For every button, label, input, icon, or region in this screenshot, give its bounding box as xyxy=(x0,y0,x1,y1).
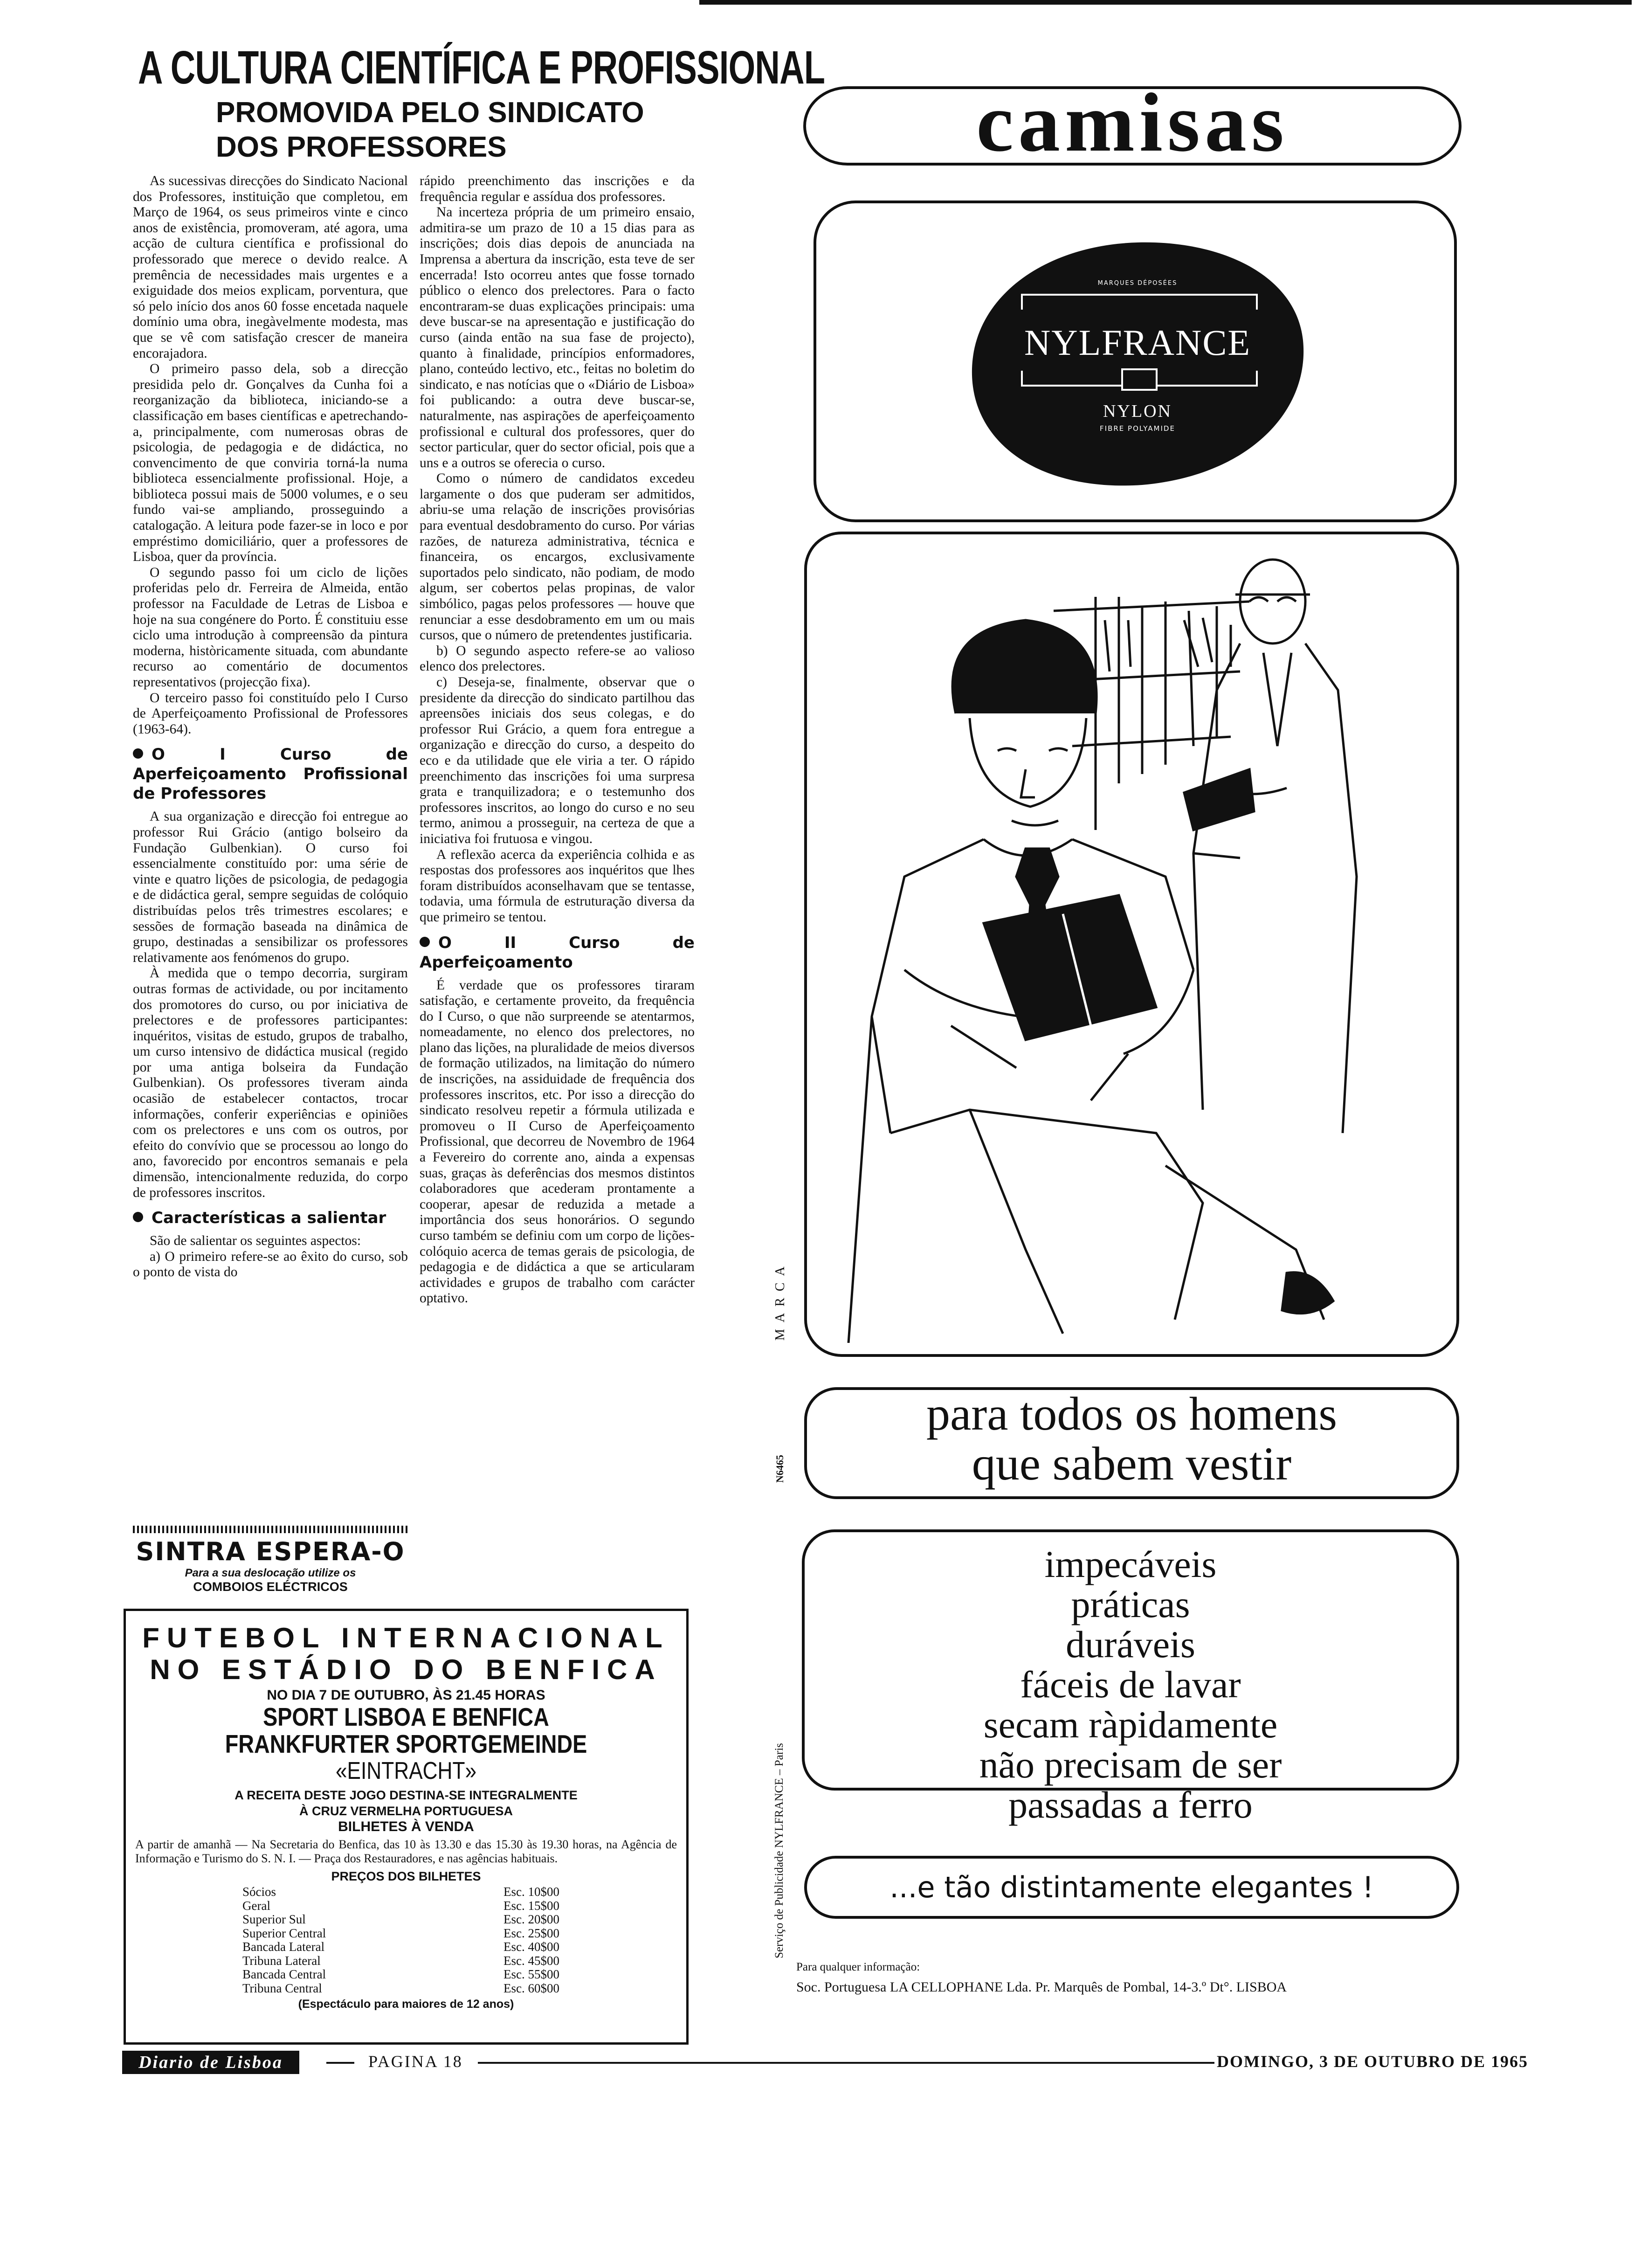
article-paragraph: São de salientar os seguintes aspectos: xyxy=(150,1233,361,1249)
top-rule xyxy=(699,0,1632,5)
article-subhead-2: DOS PROFESSORES xyxy=(216,131,507,163)
price-value: Esc. 45$00 xyxy=(503,1953,559,1968)
price-label: Geral xyxy=(242,1898,270,1913)
futebol-headline: NO ESTÁDIO DO BENFICA xyxy=(150,1654,662,1685)
price-row xyxy=(242,1982,686,1996)
quality-line: duráveis xyxy=(1066,1623,1195,1666)
futebol-ad xyxy=(124,1609,689,2045)
price-row xyxy=(242,1913,686,1927)
quality-line: secam ràpidamente xyxy=(983,1703,1278,1746)
price-value: Esc. 55$00 xyxy=(503,1967,559,1981)
sintra-ad xyxy=(133,1537,408,1594)
price-label: Bancada Central xyxy=(242,1967,326,1981)
price-label: Tribuna Central xyxy=(242,1981,322,1995)
section-heading: O II Curso de Aperfeiçoamento xyxy=(420,933,695,972)
article-paragraph: Como o número de candidatos excedeu largamente o dos que puderam ser admitidos, abriu-se uma relação de inscrições provisórias para eventual desdobramento do curso. Por várias razões, de natureza administrativa, técnica e financeira, os encargos, exclusivamente suportados pelo sindicato, não podiam, de modo algum, ser cobertos pelas propinas, de valor simbólico, pagas pelos professores — houve que renunciar a esse desdobramento em um ou mais cursos, que o número de pretendentes justificaria. xyxy=(420,471,695,643)
price-value: Esc. 60$00 xyxy=(503,1981,559,1995)
marca-label: MARCA xyxy=(773,1260,787,1341)
page-number: PAGINA 18 xyxy=(368,2052,463,2071)
nylfrance-logo xyxy=(960,233,1315,494)
quality-line: fáceis de lavar xyxy=(1020,1663,1241,1706)
price-value: Esc. 25$00 xyxy=(503,1926,559,1940)
futebol-team: «EINTRACHT» xyxy=(335,1757,477,1784)
article-subhead-1: PROMOVIDA PELO SINDICATO xyxy=(216,97,644,129)
footer-rule xyxy=(478,2062,1214,2064)
article-column-1 xyxy=(133,173,408,1549)
price-row xyxy=(242,1899,686,1913)
tagline-line-2: que sabem vestir xyxy=(972,1438,1292,1490)
article-headline: A CULTURA CIENTÍFICA E PROFISSIONAL xyxy=(138,41,825,94)
futebol-info: A partir de amanhã — Na Secretaria do Benfica, das 10 às 13.30 e das 15.30 às 19.30 horas, na Agência de Informação e Turismo do S. N. I. — Praça dos Restauradores, e nas agências habituais. xyxy=(135,1838,677,1865)
camisas-title: camisas xyxy=(976,76,1289,169)
price-value: Esc. 10$00 xyxy=(503,1885,559,1899)
logo-brand: NYLFRANCE xyxy=(1024,322,1251,363)
article-column-2 xyxy=(420,173,695,1605)
article-paragraph: A sua organização e direcção foi entregue ao professor Rui Grácio (antigo bolseiro da Fundação Gulbenkian). O curso foi essencialmente constituído por: uma série de vinte e quatro lições de psicologia, de pedagogia e de didáctica geral, sempre seguidas de colóquio distribuídas pelos três trimestres escolares; e sessões de formação baseada na dinâmica de grupo, destinadas a sensibilizar os professores relativamente aos fenómenos do grupo. xyxy=(133,809,408,965)
price-label: Tribuna Lateral xyxy=(242,1953,321,1968)
price-row xyxy=(242,1885,686,1899)
futebol-team: FRANKFURTER SPORTGEMEINDE xyxy=(225,1729,587,1758)
futebol-headline: FUTEBOL INTERNACIONAL xyxy=(142,1622,670,1653)
sintra-line: Para a sua deslocação utilize os xyxy=(185,1567,356,1579)
futebol-note: A RECEITA DESTE JOGO DESTINA-SE INTEGRALMENTE xyxy=(234,1788,578,1802)
price-row xyxy=(242,1927,686,1941)
article-paragraph: b) O segundo aspecto refere-se ao valioso elenco dos prelectores. xyxy=(420,643,695,674)
tagline-line-1: para todos os homens xyxy=(926,1388,1338,1440)
article-paragraph: a) O primeiro refere-se ao êxito do curso, sob o ponto de vista do xyxy=(133,1249,408,1280)
section-heading: O I Curso de Aperfeiçoamento Profissional de Professores xyxy=(133,745,408,803)
price-value: Esc. 20$00 xyxy=(503,1912,559,1926)
elegantes-text: ...e tão distintamente elegantes ! xyxy=(889,1870,1374,1904)
futebol-note: À CRUZ VERMELHA PORTUGUESA xyxy=(299,1804,513,1818)
article-paragraph: O terceiro passo foi constituído pelo I Curso de Aperfeiçoamento Profissional de Professores (1963-64). xyxy=(133,690,408,737)
logo-nylon: NYLON xyxy=(1103,401,1172,421)
article-paragraph: É verdade que os professores tiraram satisfação, e certamente proveito, da frequência do I Curso, o que não surpreende se atentarmos, nomeadamente, no elenco dos prelectores, no plano das lições, na pluralidade de meios diversos de formação utilizados, na limitação do número de inscrições, na assiduidade de frequência dos professores inscritos, etc. Por isso a direcção do sindicato resolveu repetir a fórmula utilizada e promoveu o II Curso de Aperfeiçoamento Profissional, que decorreu de Novembro de 1964 a Fevereiro do corrente ano, ainda a expensas suas, graças às deferências dos mesmos distintos colaboradores que acederam prontamente a cooperar, apesar de reduzida a metade a importância dos seus honorários. O segundo curso também se definiu com um corpo de lições-colóquio acerca de temas gerais de psicologia, de pedagogia e de didáctica a que se articularam actividades e grupos de trabalho com carácter optativo. xyxy=(420,977,695,1306)
quality-line: não precisam de ser xyxy=(979,1743,1282,1786)
quality-line: passadas a ferro xyxy=(1008,1784,1253,1826)
quality-line: impecáveis xyxy=(1044,1543,1217,1585)
price-label: Sócios xyxy=(242,1885,276,1899)
article-paragraph: A reflexão acerca da experiência colhida e as respostas dos professores aos inquéritos que lhes foram distribuídos aconselhavam que se tentasse, todavia, uma fórmula de estruturação diversa da que primeiro se tentou. xyxy=(420,847,695,925)
futebol-note: BILHETES À VENDA xyxy=(338,1819,474,1834)
price-label: Bancada Lateral xyxy=(242,1940,325,1954)
futebol-date: NO DIA 7 DE OUTUBRO, ÀS 21.45 HORAS xyxy=(267,1687,545,1703)
article-paragraph: rápido preenchimento das inscrições e da frequência regular e assídua dos professores. xyxy=(420,173,695,204)
price-row xyxy=(242,1954,686,1968)
price-value: Esc. 15$00 xyxy=(503,1898,559,1913)
prices-title: PREÇOS DOS BILHETES xyxy=(331,1869,481,1883)
price-row xyxy=(242,1940,686,1954)
price-row xyxy=(242,1968,686,1982)
masthead-logo xyxy=(122,2051,299,2074)
article-paragraph: O primeiro passo dela, sob a direcção presidida pelo dr. Gonçalves da Cunha foi a reorganização da biblioteca, iniciando-se a classificação em bases científicas e apetrechando-a, principalmente, com numerosas obras de psicologia, de pedagogia e de didáctica, no convencimento de que conviria torná-la numa biblioteca essencialmente profissional. Hoje, a biblioteca possui mais de 5000 volumes, e o seu fundo vai-se ampliando, prosseguindo a catalogação. A leitura pode fazer-se in loco e por empréstimo domiciliário, quer a professores de Lisboa, quer da província. xyxy=(133,361,408,565)
logo-small-text: MARQUES DÉPOSÉES xyxy=(1097,280,1178,287)
logo-emblem xyxy=(1121,368,1158,391)
futebol-age-note: (Espectáculo para maiores de 12 anos) xyxy=(298,1998,514,2011)
article-paragraph: As sucessivas direcções do Sindicato Nacional dos Professores, instituição que completou, em Março de 1964, os seus primeiros vinte e cinco anos de existência, promoveram, até agora, uma acção de cultura científica e profissional do professorado que merece o devido realce. A premência de necessidades mais urgentes e a exiguidade dos meios explicam, porventura, que só pelo início dos anos 60 fosse encetada naquele domínio uma obra, inegàvelmente modesta, mas que se vê com satisfação crescer de maneira encorajadora. xyxy=(133,173,408,361)
bullet-icon xyxy=(420,937,430,947)
price-value: Esc. 40$00 xyxy=(503,1940,559,1954)
contact-line-2: Soc. Portuguesa LA CELLOPHANE Lda. Pr. Marquês de Pombal, 14-3.º Dt°. LISBOA xyxy=(796,1979,1287,1995)
article-paragraph: O segundo passo foi um ciclo de lições proferidas pelo dr. Ferreira de Almeida, então professor na Faculdade de Letras de Lisboa e hoje na sua congénere do Porto. É constituiu esse ciclo uma introdução à compreensão da pintura moderna, històricamente situada, com abundante recurso ao comentário de documentos representativos (projecção fixa). xyxy=(133,565,408,690)
futebol-team: SPORT LISBOA E BENFICA xyxy=(263,1702,549,1731)
sintra-title: SINTRA ESPERA-O xyxy=(136,1537,405,1566)
footer-rule xyxy=(326,2062,354,2064)
logo-bracket-top xyxy=(1021,294,1258,310)
side-credit-code: N6465 xyxy=(774,1455,786,1483)
article-paragraph: À medida que o tempo decorria, surgiram outras formas de actividade, ou por incitamento dos promotores do curso, ou por iniciativa de prelectores e de professores participantes: inquéritos, visitas de estudo, grupos de trabalho, um curso intensivo de didáctica musical (regido por uma antiga bolseira da Fundação Gulbenkian). Os professores tiveram ainda ocasião de estabelecer contactos, trocar informações, conferir experiências e opiniões com os prelectores e uns com os outros, por efeito do convívio que se processou ao longo do ano, favorecido por encontros semanais e pela dimensão, intencionalmente reduzida, do corpo de professores inscritos. xyxy=(133,966,408,1200)
price-label: Superior Central xyxy=(242,1926,326,1940)
article-paragraph: Na incerteza própria de um primeiro ensaio, admitira-se um prazo de 10 a 15 dias para as inscrições; dois dias depois de anunciada na Imprensa a abertura da inscrição, esta teve de ser encerrada! Isto ocorreu antes que fosse tornado público o elenco dos prelectores. Para o facto encontraram-se duas explicações principais: uma deve buscar-se na apresentação e justificação do curso (ainda então na sua fase de projecto), quanto à finalidade, princípios enformadores, plano, conteúdo lectivo, etc., feitas no boletim do sindicato, e nas notícias que o «Diário de Lisboa» foi publicando: a outra deve buscar-se, naturalmente, nas aspirações de aperfeiçoamento profissional e cultural dos professores, quer do sector particular, quer do sector oficial, pois que a uns e a outros se oferecia o curso. xyxy=(420,205,695,470)
bullet-icon xyxy=(133,748,143,759)
price-label: Superior Sul xyxy=(242,1912,306,1926)
masthead-text: Diario de Lisboa xyxy=(138,2053,283,2072)
price-list xyxy=(242,1885,686,1995)
quality-line: práticas xyxy=(1071,1583,1190,1625)
contact-line-1: Para qualquer informação: xyxy=(796,1961,920,1973)
article-paragraph: c) Deseja-se, finalmente, observar que o presidente da direcção do sindicato partilhou das apreensões iniciais dos seus colegas, e do professor Rui Grácio, a quem fora entregue a organização e direcção do curso, a despeito do eco e da utilidade que ele viria a ter. O rápido preenchimento das inscrições foi uma surpresa grata e tranquilizadora; e o testemunho dos professores inscritos, ao longo do curso e no seu termo, animou a prosseguir, na certeza de que a iniciativa foi frutuosa e vingou. xyxy=(420,675,695,846)
bullet-icon xyxy=(133,1212,143,1222)
logo-fibre: FIBRE POLYAMIDE xyxy=(1100,424,1175,433)
issue-date: DOMINGO, 3 DE OUTUBRO DE 1965 xyxy=(1217,2052,1529,2071)
sintra-line: COMBOIOS ELÉCTRICOS xyxy=(193,1580,348,1594)
side-credit: Serviço de Publicidade NYLFRANCE – Paris xyxy=(773,1743,786,1958)
qualities-list xyxy=(802,1544,1459,1825)
section-heading: Características a salientar xyxy=(133,1208,408,1228)
decorative-rule xyxy=(133,1526,408,1533)
men-reading-illustration xyxy=(830,550,1436,1343)
